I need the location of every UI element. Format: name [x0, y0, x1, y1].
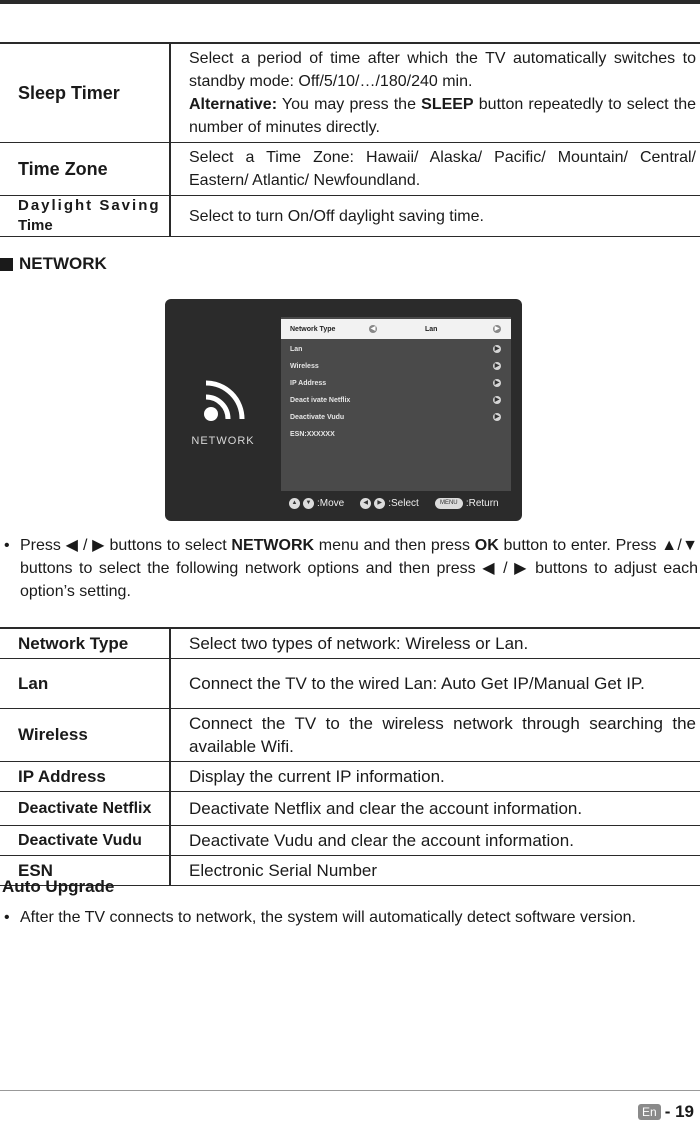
table-row: ESN Electronic Serial Number	[0, 856, 700, 886]
network-label: NETWORK	[191, 435, 255, 447]
arrow-right-icon: ▶	[494, 380, 500, 386]
top-rule	[0, 0, 700, 4]
bullet-dot-icon: •	[4, 909, 10, 926]
menu-item-lan[interactable]: Lan ▶	[290, 346, 500, 353]
menu-item-esn: ESN:XXXXXX	[290, 431, 335, 438]
table-row	[0, 43, 700, 143]
menu-item-deactivate-vudu[interactable]: Deactivate Vudu ▶	[290, 414, 500, 421]
tv-left-panel	[165, 299, 281, 521]
table-row: IP Address Display the current IP information.	[0, 762, 700, 792]
arrow-right-icon: ▶	[494, 346, 500, 352]
table-row: Deactivate Vudu Deactivate Vudu and clear the account information.	[0, 826, 700, 856]
table-row: Network Type Select two types of network: Wireless or Lan.	[0, 628, 700, 659]
tv-hint-bar: ▲ ▼ :Move ◀ ▶ :Select MENU :Return	[289, 498, 499, 509]
term-time-zone: Time Zone	[0, 143, 170, 196]
auto-upgrade-paragraph: • After the TV connects to network, the system will automatically detect software version.	[4, 906, 698, 929]
up-button-icon: ▲	[289, 498, 300, 509]
section-heading: NETWORK	[0, 254, 107, 274]
right-button-icon: ▶	[374, 498, 385, 509]
arrow-right-icon: ▶	[494, 414, 500, 420]
menu-item-deactivate-netflix[interactable]: Deact ivate Netflix ▶	[290, 397, 500, 404]
time-settings-table	[0, 42, 700, 237]
network-icon	[202, 379, 246, 423]
desc-daylight-saving: Select to turn On/Off daylight saving time.	[170, 196, 700, 237]
table-row: Lan Connect the TV to the wired Lan: Auto Get IP/Manual Get IP.	[0, 659, 700, 709]
desc-sleep-timer: Select a period of time after which the TV automatically switches to standby mode: Off/5/10/…/180/240 min. Alternative: You may press the SLEEP button repeatedly to select the number of minutes directly.	[170, 43, 700, 143]
down-button-icon: ▼	[303, 498, 314, 509]
bullet-dot-icon: •	[4, 537, 10, 554]
left-button-icon: ◀	[360, 498, 371, 509]
table-row: Wireless Connect the TV to the wireless network through searching the available Wifi.	[0, 709, 700, 762]
arrow-left-icon: ◀	[370, 326, 376, 332]
table-row: Deactivate Netflix Deactivate Netflix and clear the account information.	[0, 792, 700, 826]
menu-button-icon: MENU	[435, 498, 463, 509]
menu-item-wireless[interactable]: Wireless ▶	[290, 363, 500, 370]
arrow-right-icon: ▶	[494, 363, 500, 369]
network-menu	[281, 317, 511, 491]
arrow-right-icon: ▶	[494, 397, 500, 403]
term-sleep-timer: Sleep Timer	[0, 43, 170, 143]
term-daylight-saving: Daylight Saving Time	[0, 196, 170, 237]
desc-time-zone: Select a Time Zone: Hawaii/ Alaska/ Pacific/ Mountain/ Central/ Eastern/ Atlantic/ Newfoundland.	[170, 143, 700, 196]
arrow-right-icon: ▶	[494, 326, 500, 332]
network-options-table	[0, 627, 700, 886]
instruction-paragraph: • Press ◀ / ▶ buttons to select NETWORK menu and then press OK button to enter. Press ▲/▼ buttons to select the following network options and then press ◀ / ▶ buttons to adjust each option’s setting.	[4, 534, 698, 603]
table-row	[0, 143, 700, 196]
tv-screen-illustration	[165, 299, 522, 521]
page-number: En - 19	[638, 1102, 694, 1122]
language-badge: En	[638, 1104, 661, 1120]
menu-item-network-type[interactable]: Network Type ◀ Lan ▶	[281, 319, 511, 339]
square-bullet-icon	[0, 258, 13, 271]
menu-item-ip-address[interactable]: IP Address ▶	[290, 380, 500, 387]
auto-upgrade-heading: Auto Upgrade	[2, 877, 115, 896]
table-row	[0, 196, 700, 237]
bottom-rule	[0, 1090, 700, 1091]
